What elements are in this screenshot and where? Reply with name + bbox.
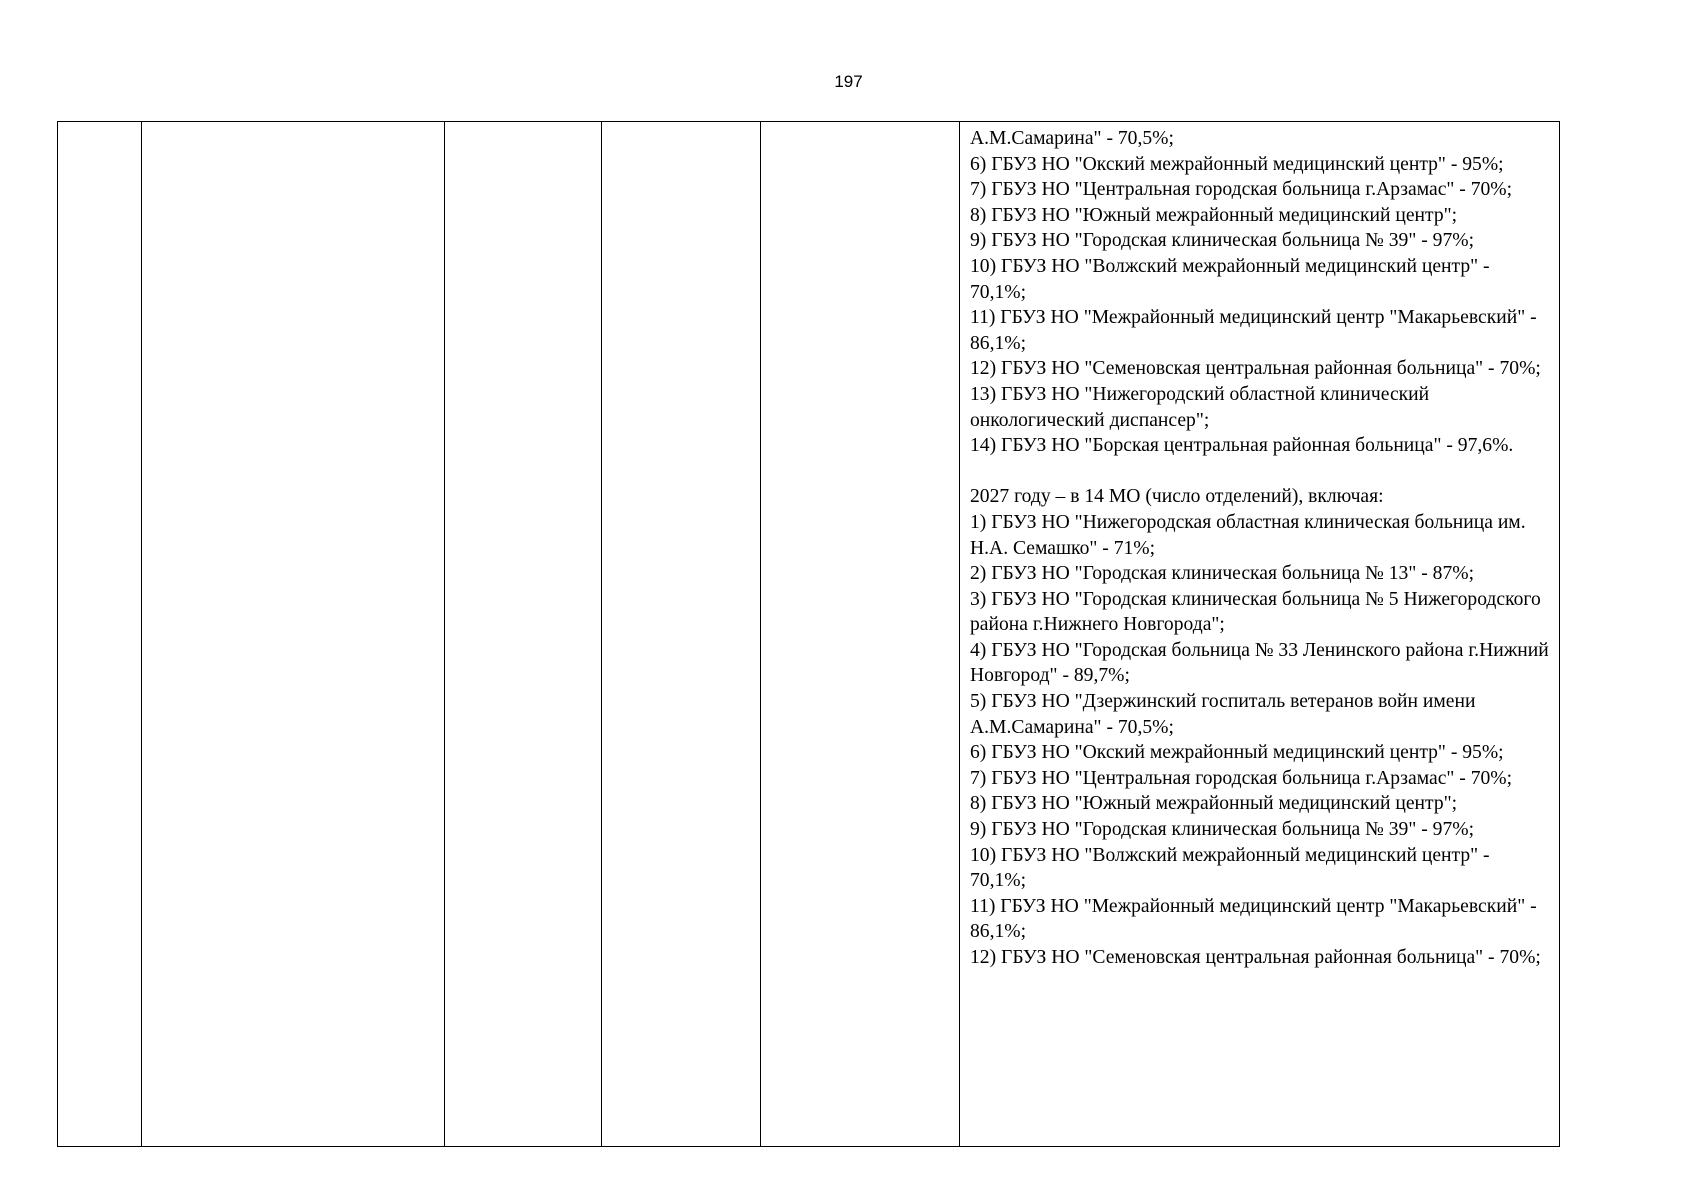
page-number: 197 bbox=[834, 72, 863, 91]
table-cell-col5 bbox=[761, 122, 960, 1147]
document-table bbox=[57, 121, 1560, 1147]
list-item: 9) ГБУЗ НО "Городская клиническая больница № 39" - 97%; bbox=[970, 230, 1475, 252]
list-item: 6) ГБУЗ НО "Окский межрайонный медицинский центр" - 95%; bbox=[970, 742, 1504, 764]
year-heading: 2027 году – в 14 МО (число отделений), включая: bbox=[970, 486, 1384, 508]
list-item: 11) ГБУЗ НО "Межрайонный медицинский центр "Макарьевский" - 86,1%; bbox=[970, 895, 1537, 943]
list-item: 10) ГБУЗ НО "Волжский межрайонный медицинский центр" - 70,1%; bbox=[970, 844, 1490, 892]
paragraph-gap bbox=[970, 459, 1549, 485]
list-item: 9) ГБУЗ НО "Городская клиническая больница № 39" - 97%; bbox=[970, 819, 1475, 841]
list-item: 10) ГБУЗ НО "Волжский межрайонный медицинский центр" - 70,1%; bbox=[970, 255, 1490, 303]
list-item: 7) ГБУЗ НО "Центральная городская больница г.Арзамас" - 70%; bbox=[970, 767, 1513, 789]
list-item: 11) ГБУЗ НО "Межрайонный медицинский центр "Макарьевский" - 86,1%; bbox=[970, 307, 1537, 354]
list-item: 5) ГБУЗ НО "Дзержинский госпиталь ветеранов войн имени А.М.Самарина" - 70,5%; bbox=[970, 691, 1476, 738]
list-item: 12) ГБУЗ НО "Семеновская центральная районная больница" - 70%; bbox=[970, 947, 1541, 968]
table-cell-col2 bbox=[142, 122, 445, 1147]
table-cell-description bbox=[960, 122, 1560, 1147]
list-item: 1) ГБУЗ НО "Нижегородская областная клиническая больница им. Н.А. Семашко" - 71%; bbox=[970, 511, 1526, 559]
list-item: 8) ГБУЗ НО "Южный межрайонный медицинский центр"; bbox=[970, 204, 1458, 226]
table-cell-col3 bbox=[445, 122, 602, 1147]
list-item: 3) ГБУЗ НО "Городская клиническая больница № 5 Нижегородского района г.Нижнего Новгорода"; bbox=[970, 588, 1541, 636]
list-item: 8) ГБУЗ НО "Южный межрайонный медицинский центр"; bbox=[970, 793, 1458, 815]
table-cell-col4 bbox=[602, 122, 761, 1147]
list-item: 12) ГБУЗ НО "Семеновская центральная районная больница" - 70%; bbox=[970, 358, 1541, 380]
list-item: 14) ГБУЗ НО "Борская центральная районная больница" - 97,6%. bbox=[970, 435, 1514, 457]
list-item: 13) ГБУЗ НО "Нижегородский областной клинический онкологический диспансер"; bbox=[970, 383, 1430, 431]
table-cell-col1 bbox=[58, 122, 142, 1147]
list-item: 4) ГБУЗ НО "Городская больница № 33 Ленинского района г.Нижний Новгород" - 89,7%; bbox=[970, 639, 1549, 687]
list-item: 2) ГБУЗ НО "Городская клиническая больница № 13" - 87%; bbox=[970, 563, 1475, 585]
table-row bbox=[58, 122, 1560, 1147]
list-item: А.М.Самарина" - 70,5%; bbox=[970, 128, 1174, 149]
list-item: 6) ГБУЗ НО "Окский межрайонный медицинский центр" - 95%; bbox=[970, 153, 1504, 175]
list-item: 7) ГБУЗ НО "Центральная городская больница г.Арзамас" - 70%; bbox=[970, 179, 1513, 201]
